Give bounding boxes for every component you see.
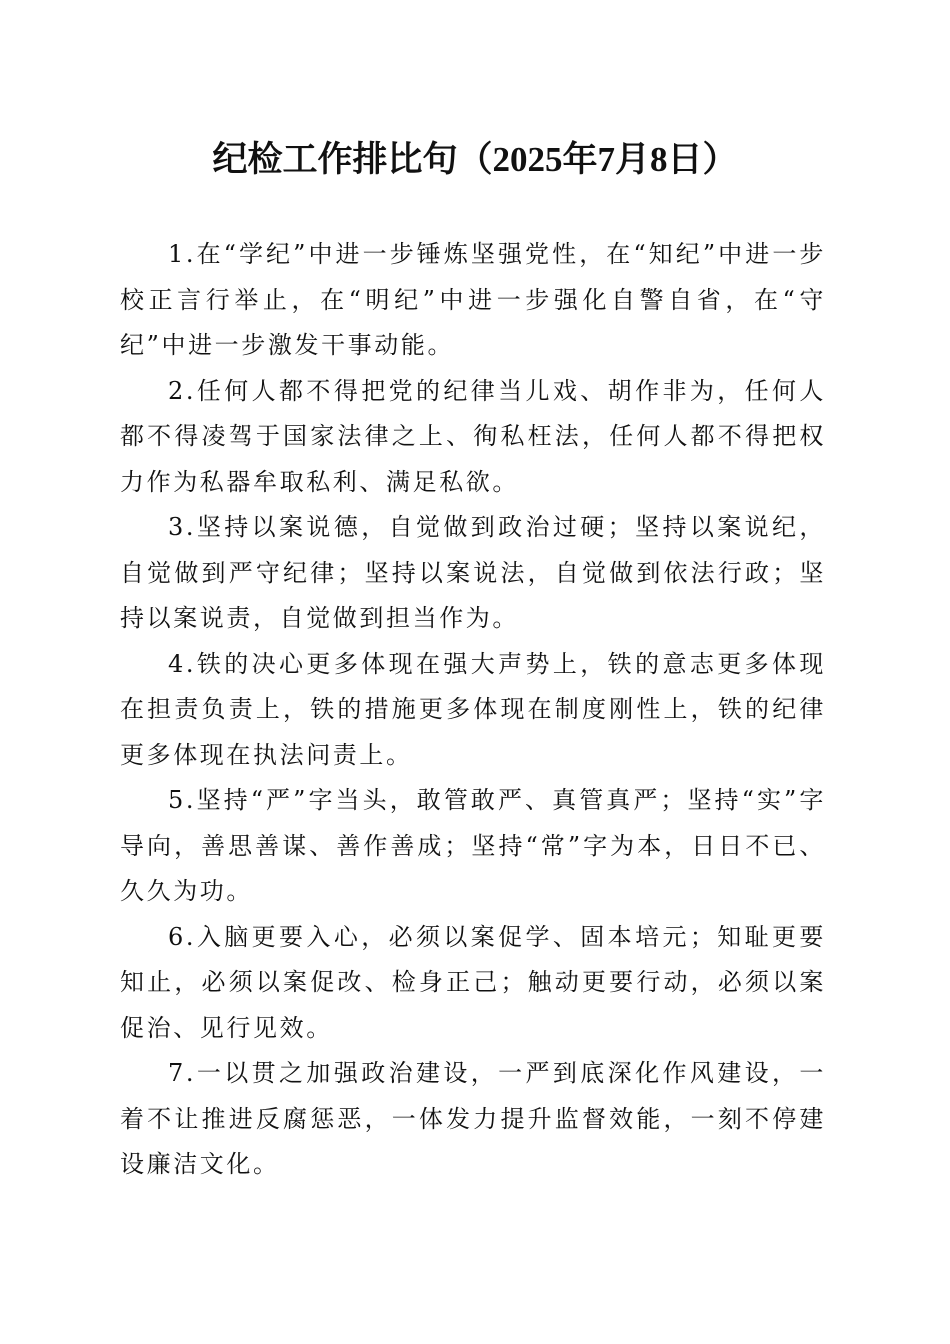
paragraph-1: 1.在“学纪”中进一步锤炼坚强党性，在“知纪”中进一步校正言行举止，在“明纪”中进一步强化自警自省，在“守纪”中进一步激发干事动能。	[120, 240, 826, 359]
document-title: 纪检工作排比句（2025年7月8日）	[212, 140, 738, 179]
document-body	[120, 232, 826, 1188]
paragraph-3: 3.坚持以案说德，自觉做到政治过硬；坚持以案说纪，自觉做到严守纪律；坚持以案说法，自觉做到依法行政；坚持以案说责，自觉做到担当作为。	[120, 513, 826, 632]
paragraph-2: 2.任何人都不得把党的纪律当儿戏、胡作非为，任何人都不得凌驾于国家法律之上、徇私枉法，任何人都不得把权力作为私器牟取私利、满足私欲。	[120, 376, 826, 496]
paragraph-6: 6.入脑更要入心，必须以案促学、固本培元；知耻更要知止，必须以案促改、检身正己；触动更要行动，必须以案促治、见行见效。	[120, 922, 826, 1042]
paragraph-5: 5.坚持“严”字当头，敢管敢严、真管真严；坚持“实”字导向，善思善谋、善作善成；坚持“常”字为本，日日不已、久久为功。	[120, 786, 826, 905]
paragraph-7: 7.一以贯之加强政治建设，一严到底深化作风建设，一着不让推进反腐惩恶，一体发力提升监督效能，一刻不停建设廉洁文化。	[120, 1059, 826, 1178]
paragraph-4: 4.铁的决心更多体现在强大声势上，铁的意志更多体现在担责负责上，铁的措施更多体现在制度刚性上，铁的纪律更多体现在执法问责上。	[120, 649, 826, 769]
